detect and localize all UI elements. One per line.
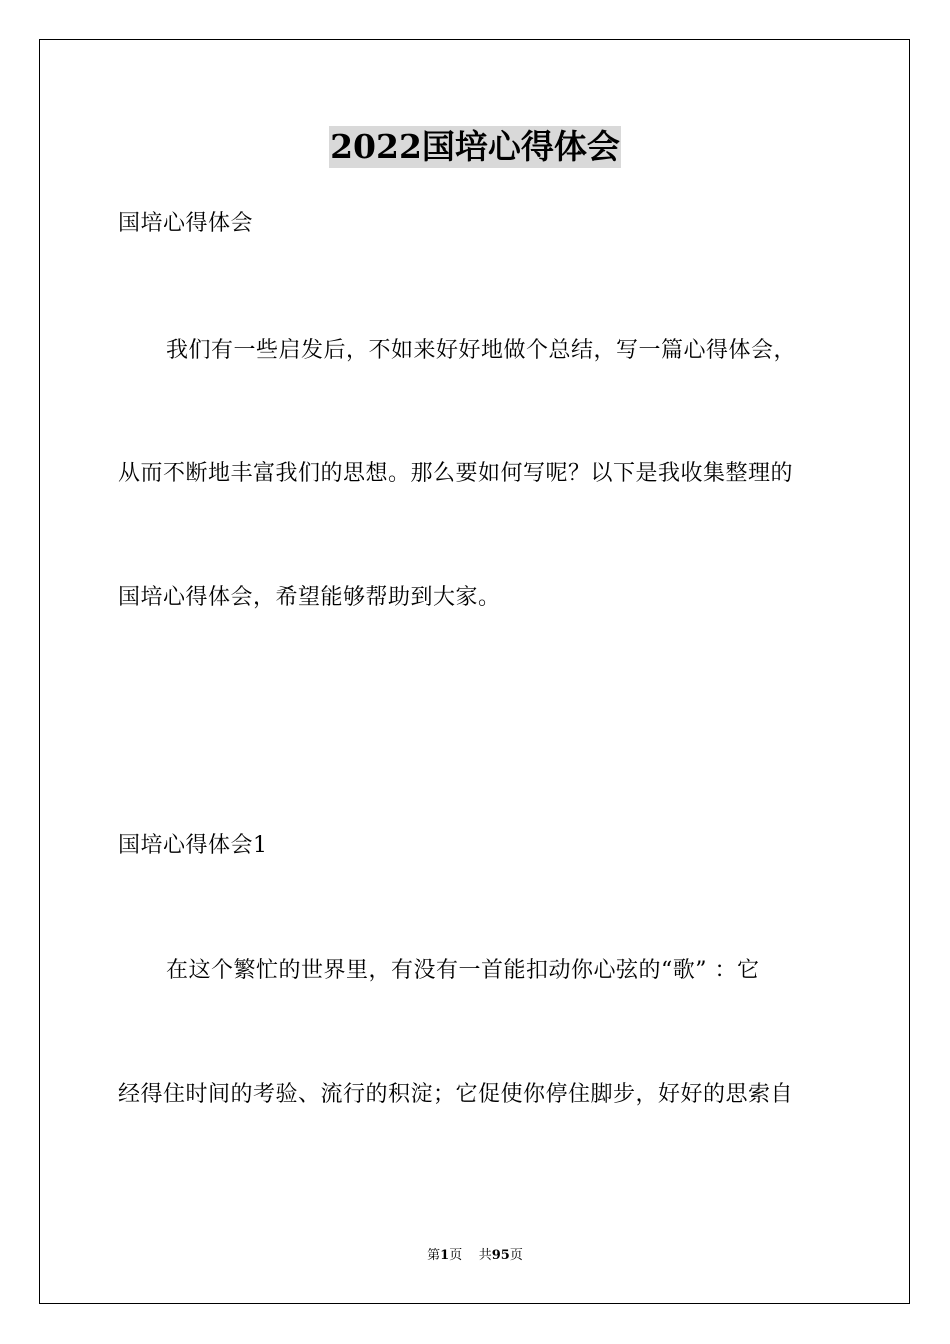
- footer-total-suffix: 页: [509, 1248, 523, 1263]
- section-line-2: 经得住时间的考验、流行的积淀；它促使你停住脚步，好好的思索自: [118, 1082, 794, 1107]
- footer-page-number: 1: [440, 1248, 450, 1263]
- page-footer: [0, 1247, 950, 1265]
- document-subtitle: 国培心得体会: [118, 211, 254, 236]
- intro-line-1: 我们有一些启发后，不如来好好地做个总结，写一篇心得体会，: [166, 338, 797, 363]
- document-title: 2022国培心得体会: [330, 127, 620, 166]
- section-line-1: 在这个繁忙的世界里，有没有一首能扣动你心弦的“歌” ：它: [166, 958, 760, 983]
- footer-page-suffix: 页: [449, 1248, 463, 1263]
- footer-page-prefix: 第: [427, 1248, 441, 1263]
- intro-line-3: 国培心得体会，希望能够帮助到大家。: [118, 585, 501, 610]
- section-heading: 国培心得体会1: [118, 833, 268, 858]
- footer-total-pages: 95: [491, 1248, 510, 1263]
- title-container: [0, 126, 950, 168]
- intro-line-2: 从而不断地丰富我们的思想。那么要如何写呢？以下是我收集整理的: [118, 461, 794, 486]
- footer-total-prefix: 共: [478, 1248, 492, 1263]
